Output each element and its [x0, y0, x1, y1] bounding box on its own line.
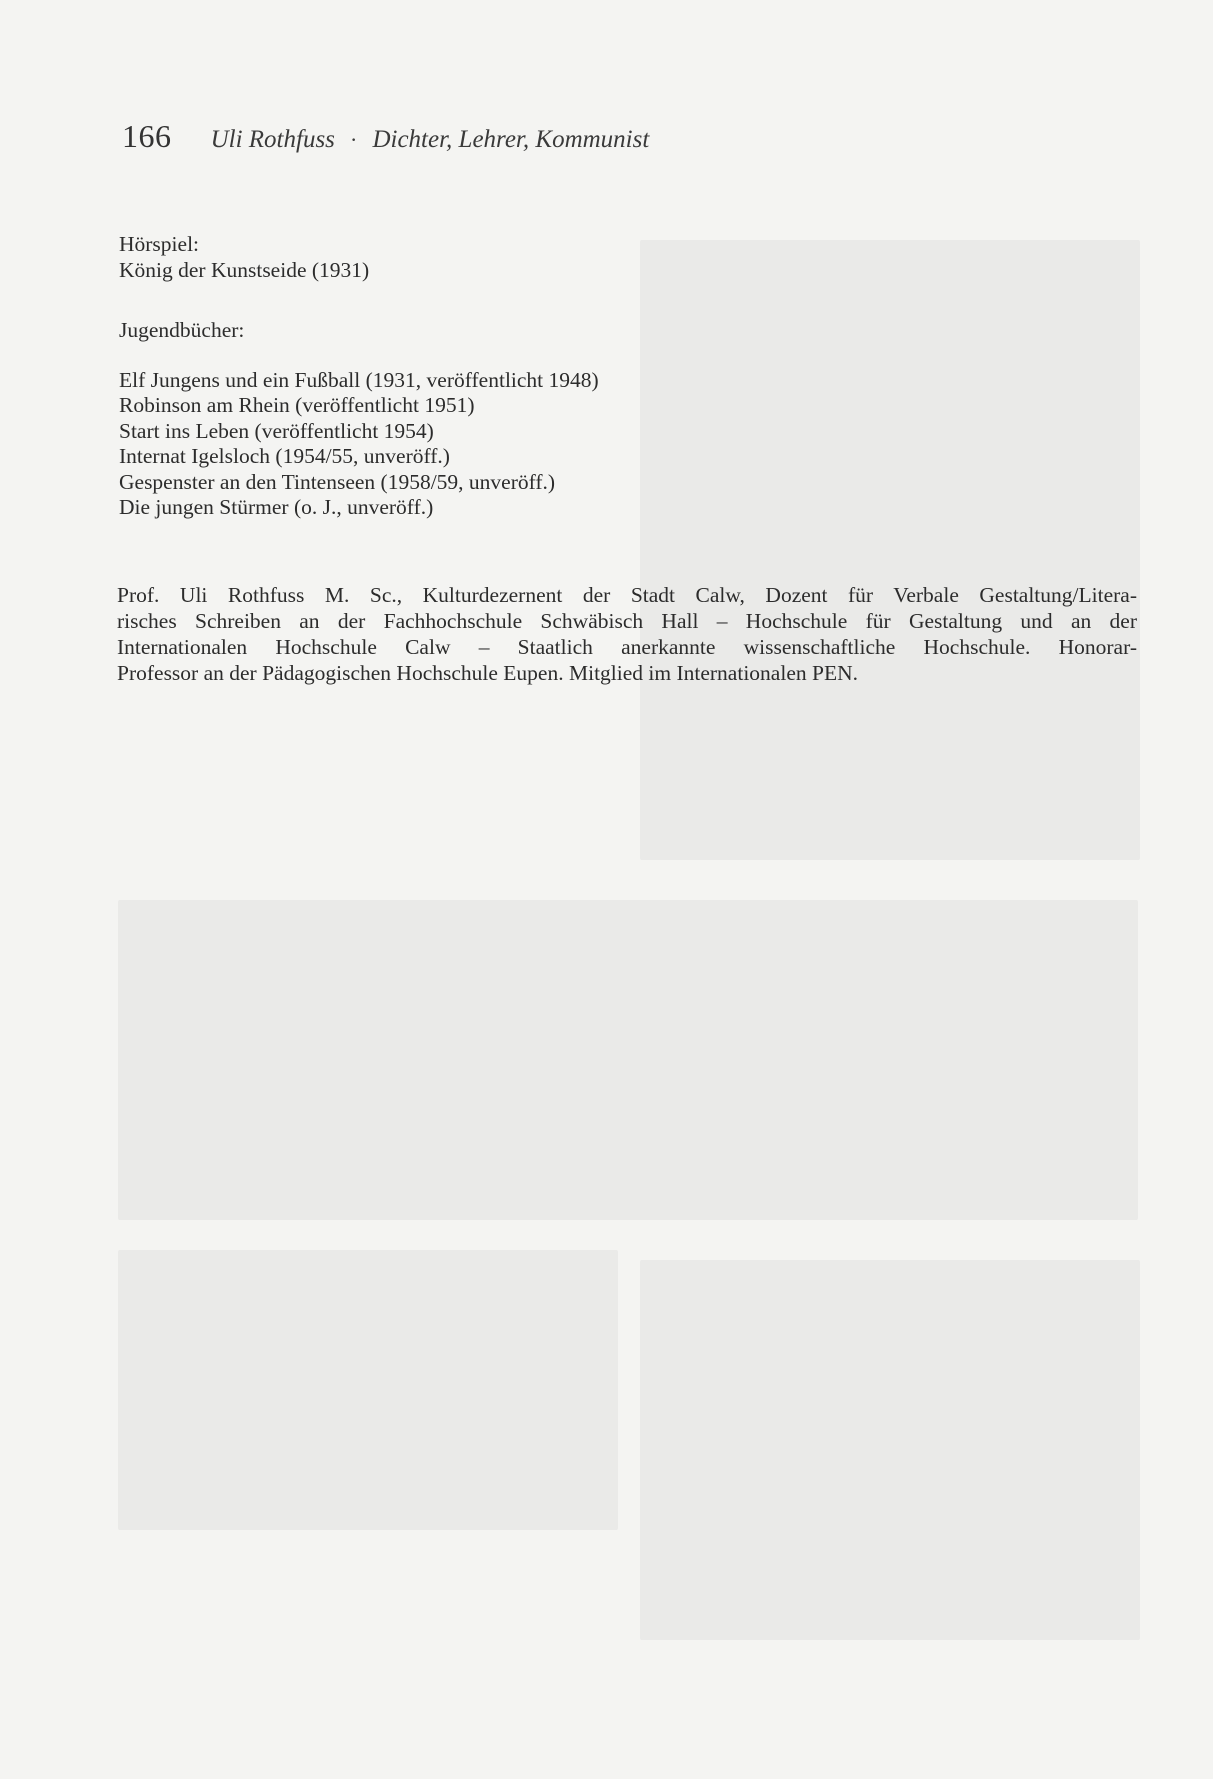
bio-line: Prof. Uli Rothfuss M. Sc., Kulturdezernent der Stadt Calw, Dozent für Verbale Gestaltung/Litera- [117, 583, 1137, 607]
section-heading: Jugendbücher: [119, 318, 245, 342]
list-item: König der Kunstseide (1931) [119, 257, 370, 282]
show-through-column-left [118, 900, 1138, 1220]
section-hoerspiel [119, 232, 369, 283]
bio-line: risches Schreiben an der Fachhochschule Schwäbisch Hall – Hochschule für Gestaltung und an der [117, 609, 1137, 633]
running-head-title: Dichter, Lehrer, Kommunist [372, 126, 650, 153]
bio-line: Internationalen Hochschule Calw – Staatlich anerkannte wissenschaftliche Hochschule. Honorar- [117, 635, 1137, 659]
page-number: 166 [122, 118, 172, 154]
show-through-column-lower [118, 1250, 618, 1530]
spacer [119, 344, 599, 368]
list-item: Internat Igelsloch (1954/55, unveröff.) [119, 444, 450, 468]
running-header [122, 118, 649, 155]
running-head-author: Uli Rothfuss [210, 126, 335, 153]
show-through-column-right [640, 240, 1140, 860]
running-head-separator: · [350, 127, 358, 152]
show-through-column-lower-right [640, 1260, 1140, 1640]
section-heading: Hörspiel: [119, 232, 200, 256]
list-item: Elf Jungens und ein Fußball (1931, veröffentlicht 1948) [119, 367, 599, 392]
list-item: Robinson am Rhein (veröffentlicht 1951) [119, 393, 475, 417]
list-item: Start ins Leben (veröffentlicht 1954) [119, 418, 434, 443]
bio-line: Professor an der Pädagogischen Hochschule Eupen. Mitglied im Internationalen PEN. [117, 661, 858, 685]
list-item: Die jungen Stürmer (o. J., unveröff.) [119, 495, 434, 519]
section-jugendbuecher [119, 318, 599, 521]
author-bio [117, 582, 1137, 686]
list-item: Gespenster an den Tintenseen (1958/59, unveröff.) [119, 469, 556, 494]
